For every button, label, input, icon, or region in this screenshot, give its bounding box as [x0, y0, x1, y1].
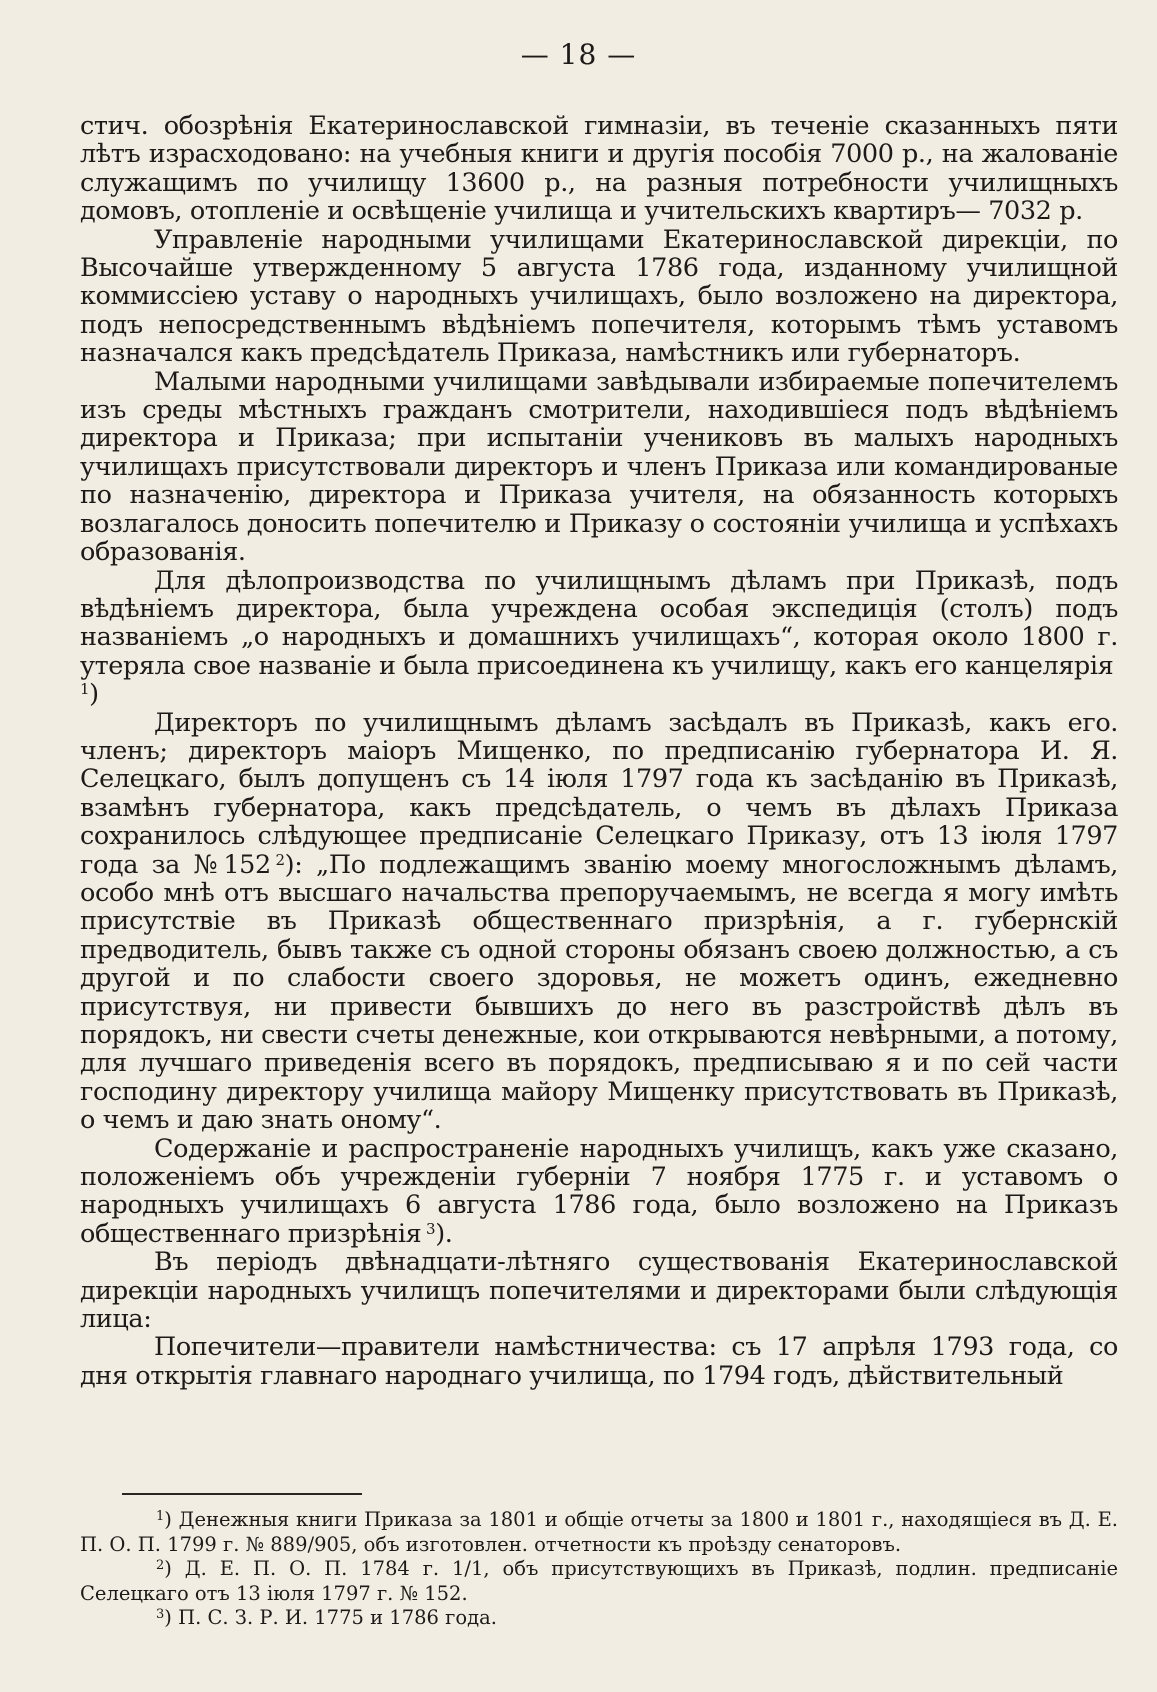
body-text [80, 112, 1118, 1390]
footnotes [80, 1508, 1118, 1631]
footnote-mark-2: 2 [156, 1558, 165, 1574]
footnote-2-text: ) Д. Е. П. О. П. 1784 г. 1/1, объ присутствующихъ въ Приказѣ, подлин. предписаніе Селецкаго отъ 13 іюля 1797 г. № 152. [80, 1557, 1118, 1605]
paragraph-1: стич. обозрѣнія Екатеринославской гимназіи, въ теченіе сказанныхъ пяти лѣтъ израсходовано: на учебныя книги и другія пособія 7000 р., на жалованіе служащимъ по училищу 13600 р., на разныя потребности училищныхъ домовъ, отопленіе и освѣщеніе училища и учительскихъ квартиръ— 7032 р. [80, 111, 1118, 227]
governor-quote: ): „По подлежащимъ званію моему многосложнымъ дѣламъ, особо мнѣ отъ высшаго начальства препоручаемымъ, не всегда я могу имѣть присутствіе въ Приказѣ общественнаго призрѣнія, а г. губернскій предводитель, бывъ также съ одной стороны обязанъ своею должностью, а съ другой и по слабости своего здоровья, не можетъ одинъ, ежедневно присутствуя, ни привести бывшихъ до него въ разстройствѣ дѣлъ въ порядокъ, ни свести счеты денежные, кои открываются невѣрными, а потому, для лучшаго приведенія всего въ порядокъ, предписываю я и по сей части господину директору училища майору Мищенку присутствовать въ Приказѣ, о чемъ и даю знать оному“. [80, 849, 1118, 1136]
footnote-2 [80, 1557, 1118, 1606]
footnote-1-text: ) Денежныя книги Приказа за 1801 и общіе отчеты за 1800 и 1801 г., находящіеся въ Д. Е. П. О. П. 1799 г. № 889/905, объ изготовлен. отчетности къ проѣзду сенаторовъ. [80, 1508, 1118, 1556]
footnote-divider [122, 1493, 362, 1495]
paragraph-7: Въ періодъ двѣнадцати-лѣтняго существованія Екатеринославской дирекціи народныхъ училищъ попечителями и директорами были слѣдующія лица: [80, 1247, 1118, 1335]
paragraph-6-end: ). [435, 1218, 453, 1249]
footnote-3-text: ) П. С. З. Р. И. 1775 и 1786 года. [164, 1606, 497, 1630]
paragraph-4-end: ) [89, 679, 99, 710]
paragraph-6 [80, 1135, 1118, 1249]
paragraph-2: Управленіе народными училищами Екатеринославской дирекціи, по Высочайше утвержденному 5 августа 1786 года, изданному училищной коммиссіею уставу о народныхъ училищахъ, было возложено на директора, подъ непосредственнымъ вѣдѣніемъ попечителя, которымъ тѣмъ уставомъ назначался какъ предсѣдатель Приказа, намѣстникъ или губернаторъ. [80, 224, 1118, 369]
paragraph-8: Попечители—правители намѣстничества: съ 17 апрѣля 1793 года, со дня открытія главнаго народнаго училища, по 1794 годъ, дѣйствительный [80, 1332, 1118, 1391]
footnote-ref-1: 1 [80, 680, 90, 699]
footnote-mark-3: 3 [156, 1607, 165, 1623]
paragraph-6-text: Содержаніе и распространеніе народныхъ училищъ, какъ уже сказано, положеніемъ объ учрежденіи губерніи 7 ноября 1775 г. и уставомъ о народныхъ училищахъ 6 августа 1786 года, было возложено на Приказъ общественнаго призрѣнія [80, 1133, 1118, 1249]
footnote-1 [80, 1508, 1118, 1557]
paragraph-4 [80, 567, 1118, 709]
footnote-mark-1: 1 [156, 1509, 165, 1524]
paragraph-3: Малыми народными училищами завѣдывали избираемые попечителемъ изъ среды мѣстныхъ гражданъ смотрители, находившіеся подъ вѣдѣніемъ директора и Приказа; при испытаніи учениковъ въ малыхъ народныхъ училищахъ присутствовали директоръ и членъ Приказа или командированые по назначенію, директора и Приказа учителя, на обязанность которыхъ возлагалось доносить попечителю и Приказу о состояніи училища и успѣхахъ образованія. [80, 366, 1118, 568]
page-number: — 18 — [520, 38, 637, 71]
footnote-ref-3: 3 [426, 1219, 436, 1238]
footnote-3 [80, 1606, 1118, 1631]
footnote-ref-2: 2 [275, 850, 285, 869]
paragraph-5 [80, 709, 1118, 1135]
paragraph-5-text: Директоръ по училищнымъ дѣламъ засѣдалъ въ Приказѣ, какъ его. членъ; директоръ маіоръ Мищенко, по предписанію губернатора И. Я. Селецкаго, былъ допущенъ съ 14 іюля 1797 года къ засѣданію въ Приказѣ, взамѣнъ губернатора, какъ предсѣдатель, о чемъ въ дѣлахъ Приказа сохранилось слѣдующее предписаніе Селецкаго Приказу, отъ 13 іюля 1797 года за №152 [80, 707, 1118, 880]
paragraph-4-text: Для дѣлопроизводства по училищнымъ дѣламъ при Приказѣ, подъ вѣдѣніемъ директора, была учреждена особая экспедиція (столъ) подъ названіемъ „о народныхъ и домашнихъ училищахъ“, которая около 1800 г. утеряла свое названіе и была присоединена къ училищу, какъ его канцелярія [80, 565, 1118, 681]
